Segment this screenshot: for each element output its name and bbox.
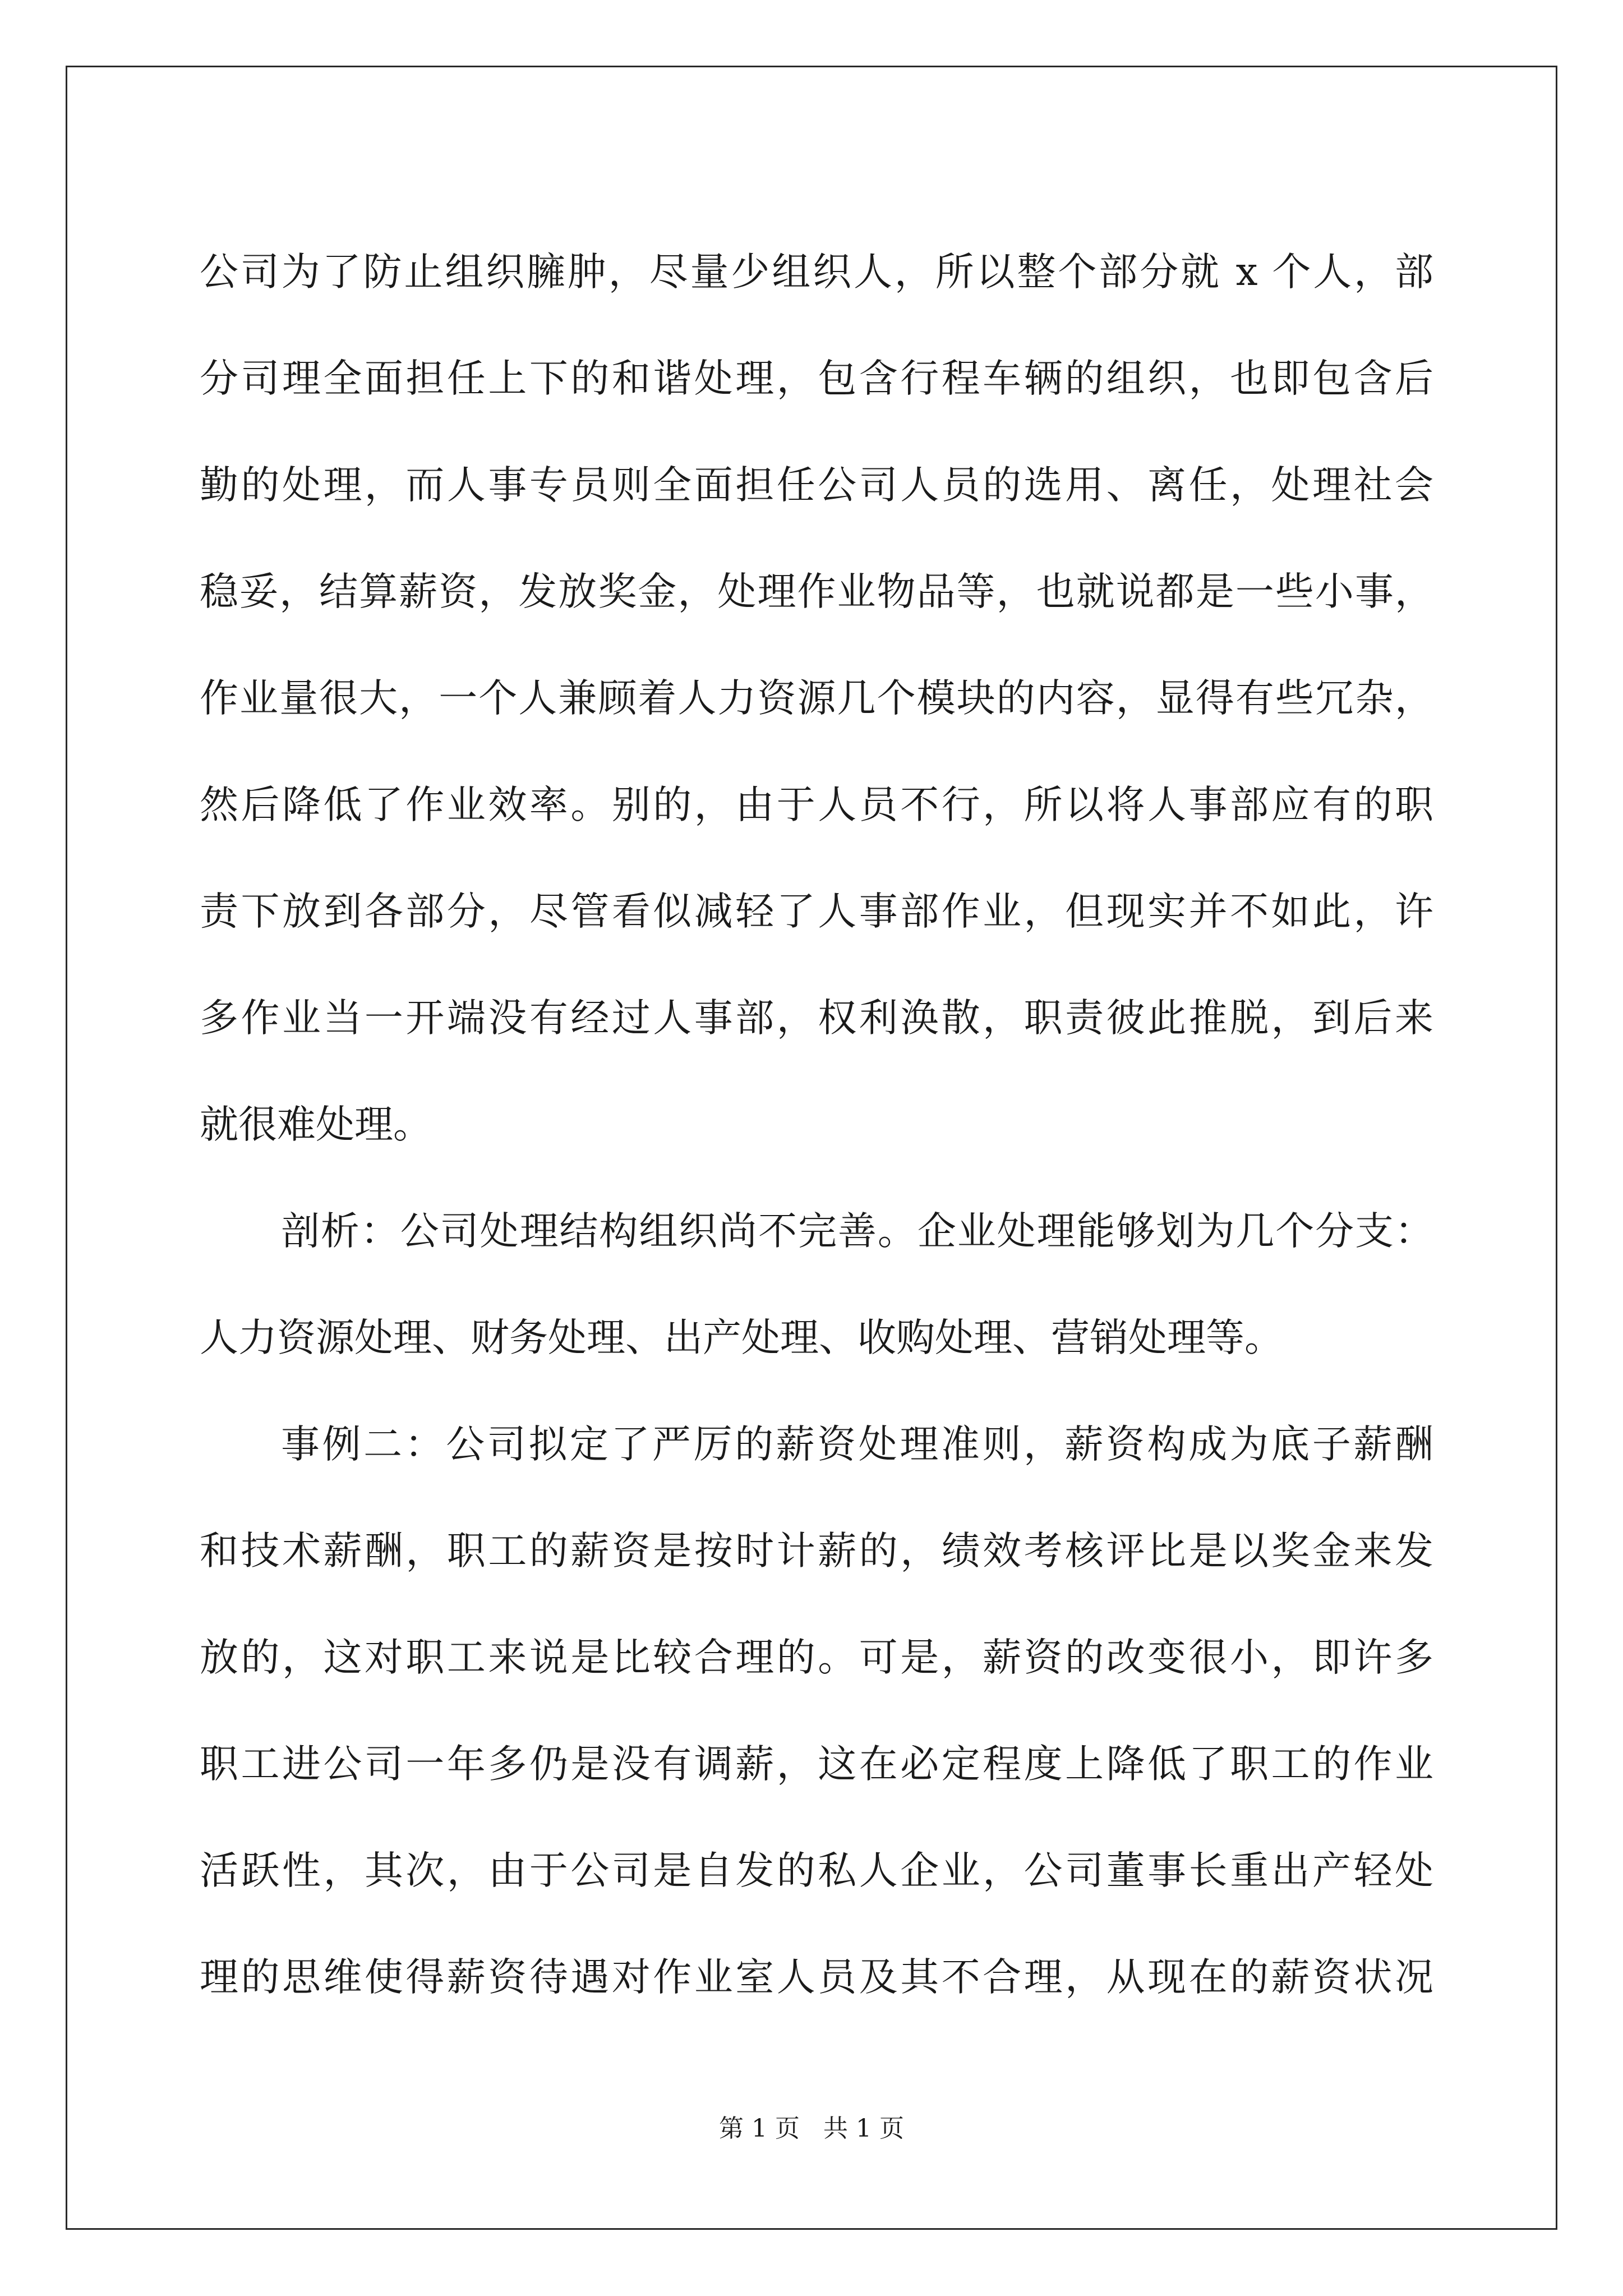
paragraph-1-line-7: 责下放到各部分，尽管看似减轻了人事部作业，但现实并不如此，许 — [200, 889, 1433, 934]
paragraph-1-line-6: 然后降低了作业效率。别的，由于人员不行，所以将人事部应有的职 — [200, 783, 1433, 827]
paragraph-1-line-3: 勤的处理，而人事专员则全面担任公司人员的选用、离任，处理社会 — [200, 463, 1433, 508]
paragraph-2-line-1: 剖析：公司处理结构组织尚不完善。企业处理能够划为几个分支： — [281, 1209, 1433, 1254]
paragraph-3-line-3: 放的，这对职工来说是比较合理的。可是，薪资的改变很小，即许多 — [200, 1635, 1433, 1680]
paragraph-1-line-9: 就很难处理。 — [200, 1102, 432, 1147]
paragraph-1-line-8: 多作业当一开端没有经过人事部，权利涣散，职责彼此推脱，到后来 — [200, 996, 1433, 1041]
document-body — [200, 219, 1433, 2031]
paragraph-3-line-1: 事例二：公司拟定了严厉的薪资处理准则，薪资构成为底子薪酬 — [281, 1422, 1433, 1467]
paragraph-1-line-2: 分司理全面担任上下的和谐处理，包含行程车辆的组织，也即包含后 — [200, 356, 1433, 401]
page-footer — [0, 2108, 1623, 2144]
page-total-label: 共 1 页 — [823, 2114, 904, 2143]
paragraph-3-line-6: 理的思维使得薪资待遇对作业室人员及其不合理，从现在的薪资状况 — [200, 1955, 1433, 2000]
page-number-label: 第 1 页 — [719, 2114, 800, 2143]
paragraph-3-line-5: 活跃性，其次，由于公司是自发的私人企业，公司董事长重出产轻处 — [200, 1848, 1433, 1893]
paragraph-3-line-4: 职工进公司一年多仍是没有调薪，这在必定程度上降低了职工的作业 — [200, 1742, 1433, 1787]
paragraph-1-line-4: 稳妥，结算薪资，发放奖金，处理作业物品等，也就说都是一些小事， — [200, 569, 1433, 614]
paragraph-1-line-5: 作业量很大，一个人兼顾着人力资源几个模块的内容，显得有些冗杂， — [200, 676, 1433, 721]
paragraph-1-line-1: 公司为了防止组织臃肿，尽量少组织人，所以整个部分就 x 个人，部 — [200, 250, 1433, 295]
paragraph-3-line-2: 和技术薪酬，职工的薪资是按时计薪的，绩效考核评比是以奖金来发 — [200, 1529, 1433, 1573]
paragraph-2-line-2: 人力资源处理、财务处理、出产处理、收购处理、营销处理等。 — [200, 1315, 1283, 1360]
